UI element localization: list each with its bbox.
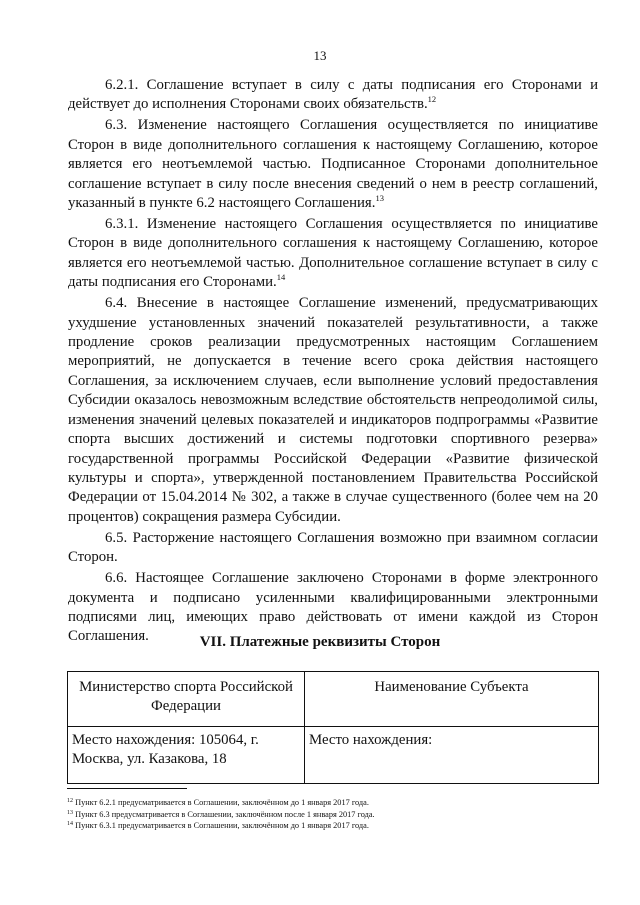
paragraph-text: 6.6. Настоящее Соглашение заключено Сторонами в форме электронного документа и подписано усиленными квалифицированными электронными подписями лиц, имеющих право действовать от имени каждой из Сторон Соглашения. [68, 570, 598, 645]
paragraph-text: 6.2.1. Соглашение вступает в силу с даты подписания его Сторонами и действует до исполнения Сторонами своих обязательств. [68, 77, 598, 113]
header-subject: Наименование Субъекта [305, 672, 599, 727]
footnote-text: Пункт 6.2.1 предусматривается в Соглашении, заключённом до 1 января 2017 года. [75, 798, 369, 807]
footnote-13 [67, 809, 597, 821]
footnote-ref: 12 [427, 94, 437, 105]
footnote-ref: 14 [276, 272, 286, 283]
footnote-number: 12 [67, 798, 73, 804]
requisites-table [67, 671, 599, 784]
paragraph-text: 6.3. Изменение настоящего Соглашения осуществляется по инициативе Сторон в виде дополнительного соглашения к настоящему Соглашению, которое является его неотъемлемой частью. Подписанное Сторонами дополнительное соглашение вступает в силу после внесения сведений о нем в реестр соглашений, указанный в пункте 6.2 настоящего Соглашения. [68, 117, 598, 212]
table-row [68, 727, 599, 784]
paragraph-6-4 [68, 294, 598, 527]
paragraph-6-5 [68, 529, 598, 568]
paragraph-text: 6.5. Расторжение настоящего Соглашения возможно при взаимном согласии Сторон. [68, 529, 598, 566]
paragraph-6-3 [68, 116, 598, 213]
footnote-text: Пункт 6.3 предусматривается в Соглашении, заключённом после 1 января 2017 года. [75, 809, 375, 819]
paragraph-text: 6.3.1. Изменение настоящего Соглашения осуществляется по инициативе Сторон в виде дополнительного соглашения к настоящему Соглашению, которое является его неотъемлемой частью. Дополнительное соглашение вступает в силу с даты подписания его Сторонами. [68, 216, 598, 291]
paragraph-text: 6.4. Внесение в настоящее Соглашение изменений, предусматривающих ухудшение установленных значений показателей результативности, а также продление сроков реализации предусмотренных настоящим Соглашением мероприятий, не допускается в течение всего срока действия настоящего Соглашения, за исключением случаев, если выполнение условий предоставления Субсидии оказалось невозможным вследствие обстоятельств непреодолимой силы, изменения значений целевых показателей и индикаторов подпрограммы «Развитие спорта высших достижений и системы подготовки спортивного резерва» государственной программы Российской Федерации «Развитие физической культуры и спорта», утвержденной постановлением Правительства Российской Федерации от 15.04.2014 № 302, а также в случае существенного (более чем на 20 процентов) сокращения размера Субсидии. [68, 295, 598, 525]
footnote-text: Пункт 6.3.1 предусматривается в Соглашении, заключённом до 1 января 2017 года. [75, 821, 369, 831]
page-number: 13 [313, 48, 327, 63]
footnotes [67, 797, 597, 832]
footnote-number: 14 [67, 821, 73, 828]
footnote-14 [67, 820, 597, 832]
paragraph-6-3-1 [68, 215, 598, 293]
location-subject: Место нахождения: [305, 727, 599, 784]
agreement-body [68, 76, 598, 648]
footnote-12 [67, 797, 597, 809]
location-ministry: Место нахождения: 105064, г. Москва, ул. Казакова, 18 [68, 727, 305, 784]
section-title: VII. Платежные реквизиты Сторон [199, 634, 441, 650]
footnote-divider [67, 788, 187, 789]
paragraph-6-2-1 [68, 76, 598, 115]
table-row [68, 672, 599, 727]
header-ministry: Министерство спорта Российской Федерации [68, 672, 305, 727]
footnote-ref: 13 [375, 193, 384, 204]
footnote-number: 13 [67, 809, 73, 816]
